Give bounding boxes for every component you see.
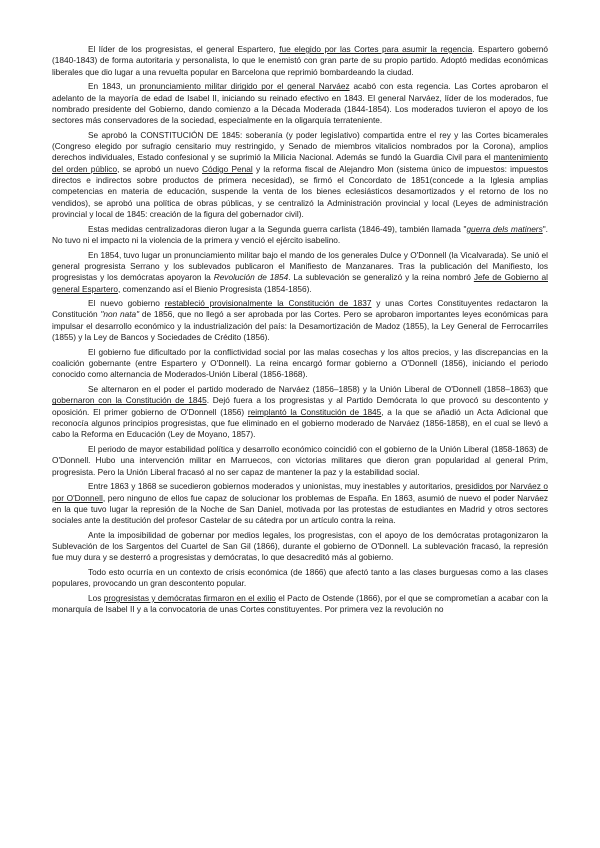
paragraph (52, 481, 548, 526)
underlined-text: restableció provisionalmente la Constitución de 1837 (164, 298, 372, 309)
text-run: Los (88, 593, 104, 604)
text-run: ". No tuvo ni el impacto ni la violencia de la primera y venció el ejército isabelino. (52, 223, 548, 245)
underlined-text: pronunciamiento militar dirigido por el general Narváez (139, 81, 350, 92)
text-run: El gobierno fue dificultado por la conflictividad social por las malas cosechas y los altos precios, y las discrepancias en la coalición gobernante (entre Espartero y O'Donnell). La reina encargó formar gobierno a O'Donnell (1856), iniciando el periodo conocido como alternancia de Moderados-Unión Liberal (1856-1868). (52, 346, 548, 380)
text-run: Ante la imposibilidad de gobernar por medios legales, los progresistas, con el apoyo de los demócratas protagonizaron la Sublevación de los Sargentos del Cuartel de San Gil (1866), durante el gobierno de O'Donnell. La sublevación fracasó, la represión fue muy dura y se desterró a progresistas y demócratas, lo que desacreditó más al gobierno. (52, 529, 548, 563)
text-run: Se alternaron en el poder el partido moderado de Narváez (1856–1858) y la Unión Liberal de O'Donnell (1858–1863) que (88, 384, 548, 395)
italic-text: "non nata" (100, 309, 140, 320)
underlined-text: reimplantó la Constitución de 1845 (247, 406, 382, 417)
underlined-text: progresistas y demócratas firmaron en el exilio (103, 593, 276, 604)
underlined-text: mantenimiento del orden público (52, 152, 548, 174)
underlined-text: gobernaron con la Constitución de 1845 (52, 395, 207, 406)
underlined-text: guerra dels matiners (466, 223, 543, 234)
underlined-text: Jefe de Gobierno al general Espartero (52, 272, 548, 294)
text-run: y unas Cortes Constituyentes redactaron la Constitución (52, 298, 548, 320)
paragraph (52, 130, 548, 220)
text-run: El periodo de mayor estabilidad política y desarrollo económico coincidió con el gobierno de la Unión Liberal (1858-1863) de O'Donnell. Hubo una intervención militar en Marruecos, con victorias militares que dieron gran popularidad al general Prim, progresista. Pero la Unión Liberal fracasó al no ser capaz de mantener la paz y la estabilidad social. (52, 443, 548, 477)
text-run: . Espartero gobernó (1840-1843) de forma autoritaria y personalista, lo que le enemistó con gran parte de su propio partido. Adoptó medidas económicas liberales que dio lugar a una revuelta popular en Barcelona que reprimió bombardeando la ciudad. (52, 44, 548, 77)
paragraph (52, 250, 548, 295)
text-run: En 1843, un (88, 81, 140, 92)
paragraph (52, 593, 548, 616)
text-run: el Pacto de Ostende (1866), por el que se comprometían a acabar con la monarquía de Isabel II y a la convocatoria de unas Cortes constituyentes. Por primera vez la revolución no (52, 593, 548, 615)
text-run: , se aprobó un nuevo (117, 163, 202, 174)
text-run: y la reforma fiscal de Alejandro Mon (sistema único de impuestos: impuestos directos e indirectos sobre productos de primera necesidad), se firmó el Concordato de 1851(concede a la Iglesia amplias competencias en materia de educación, suspende la venta de los bienes eclesiásticos desamortizados y el retorno de los no vendidos), se aprobó una política de obras públicas, y se centralizó la Administración provincial y local (Leyes de administración provincial y local de 1845: creación de la figura del gobernador civil). (52, 163, 548, 219)
underlined-text: Código Penal (201, 163, 253, 174)
paragraph (52, 530, 548, 564)
underlined-text: presididos por Narváez o por O'Donnell (52, 481, 549, 503)
text-run: de 1856, que no llegó a ser aprobada por las Cortes. Pero se aprobaron importantes leyes económicas para impulsar el desarrollo económico y la industrialización del país: la Desamortización de Madoz (1855), la Ley General de Ferrocarriles (1855) y la Ley de Bancos y Sociedades de Crédito (1856). (52, 309, 548, 343)
paragraph (52, 224, 548, 247)
text-run: acabó con esta regencia. Las Cortes aprobaron el adelanto de la mayoría de edad de Isabel II, iniciando su reinado efectivo en 1843. El general Narváez, líder de los moderados, fue nombrado presidente del Gobierno, dando comienzo a la Década Moderada (1844-1854). Los moderados tuvieron el apoyo de los sectores más conservadores de la sociedad, especialmente en la oligarquía terrateniente. (52, 81, 548, 126)
text-run: , pero ninguno de ellos fue capaz de solucionar los problemas de España. En 1863, asumió de nuevo el poder Narváez en la que tuvo lugar la represión de la Noche de San Daniel, motivada por las protestas de estudiantes en Madrid y otros sectores sociales ante la destitución del profesor Castelar de su cátedra por un artículo contra la reina. (52, 492, 548, 526)
text-run: . Dejó fuera a los progresistas y al Partido Demócrata lo que provocó su descontento y oposición. El primer gobierno de O'Donnell (1856) (52, 395, 548, 417)
underlined-text: fue elegido por las Cortes para asumir la regencia (279, 44, 473, 54)
paragraph (52, 384, 548, 440)
paragraph (52, 347, 548, 381)
paragraph (52, 444, 548, 478)
text-run: Se aprobó la CONSTITUCIÓN DE 1845: soberanía (y poder legislativo) compartida entre el rey y las Cortes bicamerales (Congreso elegido por sufragio censitario muy restringido, y Senado de miembros vitalicios nombrados por la Corona), amplios derechos individuales, Estado confesional y se suprimió la Milicia Nacional. Además se fundó la Guardia Civil para el (52, 129, 548, 163)
paragraph (52, 567, 548, 590)
paragraph (52, 298, 548, 343)
text-run: Todo esto ocurría en un contexto de crisis económica (de 1866) que afectó tanto a las clases burguesas como a las clases populares, provocando un gran descontento popular. (52, 567, 548, 589)
text-run: Estas medidas centralizadoras dieron lugar a la Segunda guerra carlista (1846-49), también llamada " (88, 223, 467, 234)
text-run: El nuevo gobierno (88, 298, 165, 309)
text-run: Entre 1863 y 1868 se sucedieron gobiernos moderados y unionistas, muy inestables y autoritarios, (88, 481, 456, 492)
text-run: . La sublevación se generalizó y la reina nombró (288, 272, 474, 283)
text-run: En 1854, tuvo lugar un pronunciamiento militar bajo el mando de los generales Dulce y O'Donnell (la Vicalvarada). Se unió el general progresista Serrano y los sublevados publicaron el Manifiesto de Manzanares. Tras la publicación del Manifiesto, los progresistas y los demócratas apoyaron la (52, 249, 548, 283)
italic-text: Revolución de 1854 (213, 272, 289, 283)
text-run: El líder de los progresistas, el general Espartero, (88, 44, 280, 54)
text-run: , comenzando así el Bienio Progresista (1854-1856). (117, 283, 312, 294)
text-run: , a la que se añadió un Acta Adicional que reconocía algunos principios progresistas, que fue eliminado en el gobierno moderado de Narváez (1856-1858), en el cual se llevó a cabo la Reforma en Educación (Ley de Moyano, 1857). (52, 406, 549, 440)
paragraph (52, 81, 548, 126)
paragraph (52, 44, 548, 78)
